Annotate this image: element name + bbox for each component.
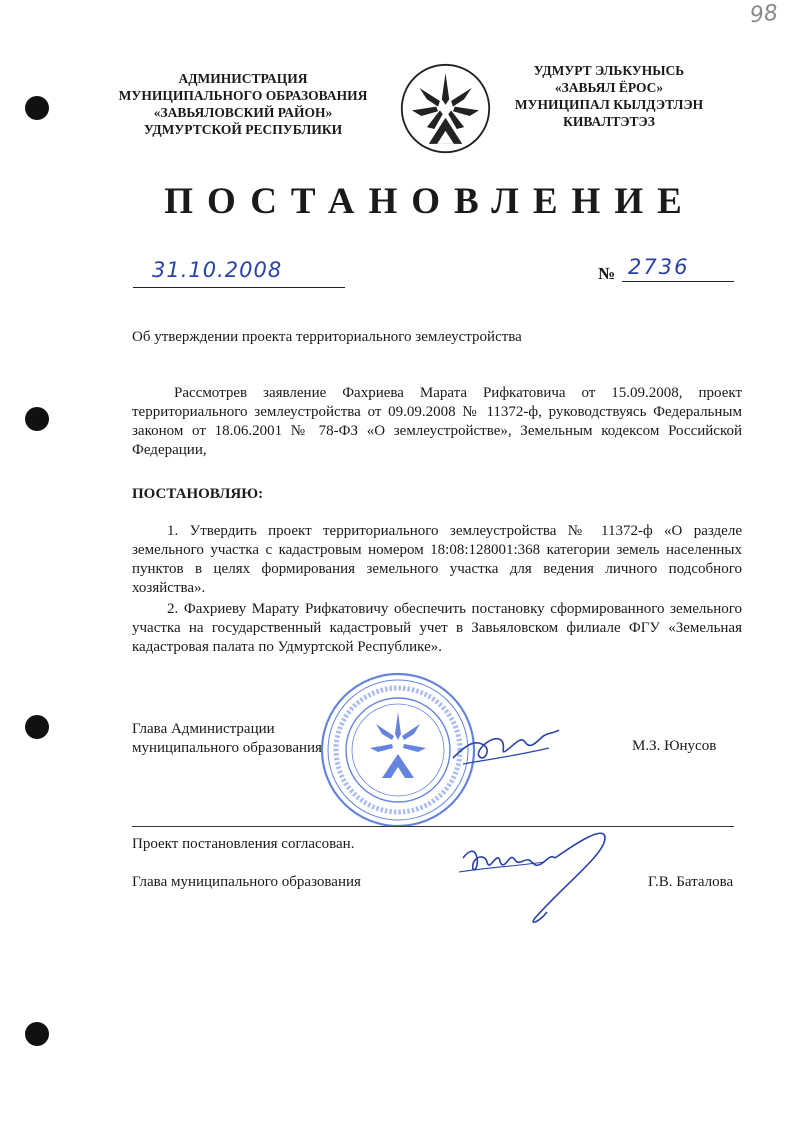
emblem-icon <box>399 62 492 155</box>
header-right <box>506 62 712 130</box>
divider-line <box>132 826 734 827</box>
handwritten-number: 2736 <box>628 255 690 279</box>
handwritten-date: 31.10.2008 <box>152 258 283 282</box>
decree-word: ПОСТАНОВЛЯЮ: <box>132 486 264 502</box>
signatory-title-line: Глава Администрации <box>132 721 275 737</box>
signatory-name: М.З. Юнусов <box>632 738 717 754</box>
decree-item: 2. Фахриеву Марату Рифкатовичу обеспечить постановку сформированного земельного участка на государственный кадастровый учет в Завьяловском филиале ФГУ «Земельная кадастровая палата по Удмуртской Республике». <box>132 601 742 655</box>
header-right-line: МУНИЦИПАЛ КЫЛДЭТЛЭН <box>514 97 704 112</box>
signature-icon <box>455 814 615 934</box>
approver-title: Глава муниципального образования <box>132 874 361 890</box>
signatory-title-line: муниципального образования <box>132 740 322 756</box>
page-number: 98 <box>748 0 780 29</box>
header-right-line: «ЗАВЬЯЛ ЁРОС» <box>554 80 664 95</box>
punch-hole <box>25 715 49 739</box>
decree-item: 1. Утвердить проект территориального землеустройства № 11372-ф «О разделе земельного участка с кадастровым номером 18:08:128001:368 категории земель населенных пунктов в целях формирования земельного участка для ведения личного подсобного хозяйства». <box>132 523 742 596</box>
signature-icon <box>445 716 565 776</box>
signatory-title <box>132 720 322 758</box>
header-right-line: КИВАЛТЭТЭЗ <box>563 114 655 129</box>
document-subject: Об утверждении проекта территориального землеустройства <box>132 329 522 345</box>
preamble-paragraph: Рассмотрев заявление Фахриева Марата Рифкатовича от 15.09.2008, проект территориального землеустройства от 09.09.2008 № 11372-ф, руководствуясь Федеральным законом от 18.06.2001 № 78-ФЗ «О землеустройстве», Земельным кодексом Российской Федерации, <box>132 385 742 458</box>
approver-name: Г.В. Баталова <box>648 874 734 890</box>
number-sign: № <box>598 264 616 283</box>
header-left-line: МУНИЦИПАЛЬНОГО ОБРАЗОВАНИЯ <box>118 88 368 103</box>
header-left <box>112 70 374 138</box>
header-left-line: АДМИНИСТРАЦИЯ <box>178 71 308 86</box>
header-left-line: УДМУРТСКОЙ РЕСПУБЛИКИ <box>143 122 343 137</box>
number-underline <box>622 281 734 282</box>
document-title: ПОСТАНОВЛЕНИЕ <box>164 181 696 222</box>
punch-hole <box>25 96 49 120</box>
punch-hole <box>25 407 49 431</box>
header-right-line: УДМУРТ ЭЛЬКУНЫСЬ <box>533 63 685 78</box>
header-left-line: «ЗАВЬЯЛОВСКИЙ РАЙОН» <box>153 105 333 120</box>
punch-hole <box>25 1022 49 1046</box>
date-underline <box>133 287 345 288</box>
approval-note: Проект постановления согласован. <box>132 836 355 852</box>
